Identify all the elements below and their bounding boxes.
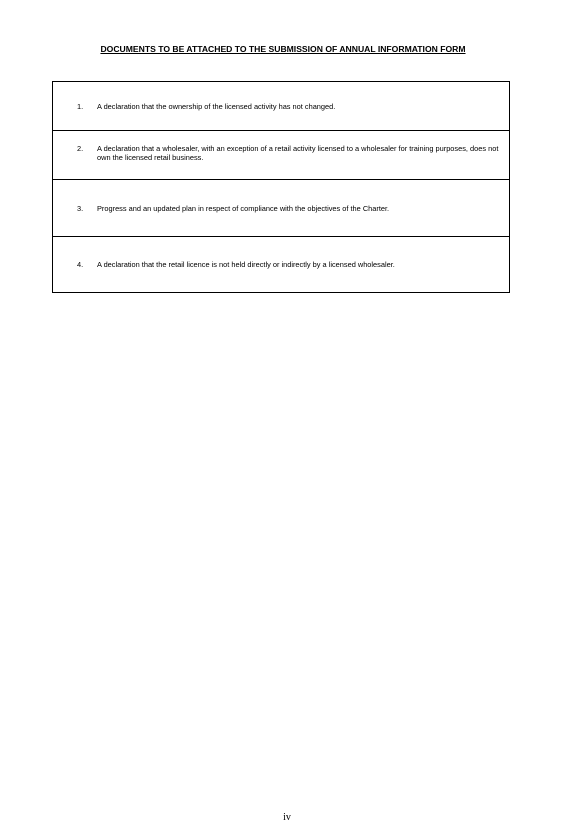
table-row (53, 131, 509, 180)
table-row (53, 180, 509, 237)
table-row (53, 82, 509, 131)
item-number: 1. (77, 101, 84, 111)
table-row (53, 237, 509, 292)
item-number: 3. (77, 203, 84, 213)
item-number: 2. (77, 144, 84, 153)
item-text: A declaration that the retail licence is not held directly or indirectly by a licensed wholesaler. (97, 260, 395, 269)
item-number: 4. (77, 260, 84, 269)
item-text: A declaration that a wholesaler, with an exception of a retail activity licensed to a wholesaler for training purposes, does not own the licensed retail business. (97, 144, 499, 162)
item-text: Progress and an updated plan in respect of compliance with the objectives of the Charter. (97, 203, 390, 213)
item-text: A declaration that the ownership of the licensed activity has not changed. (97, 101, 336, 111)
documents-table (52, 81, 510, 293)
page-number: iv (283, 812, 291, 823)
page-title: DOCUMENTS TO BE ATTACHED TO THE SUBMISSION OF ANNUAL INFORMATION FORM (100, 44, 466, 54)
